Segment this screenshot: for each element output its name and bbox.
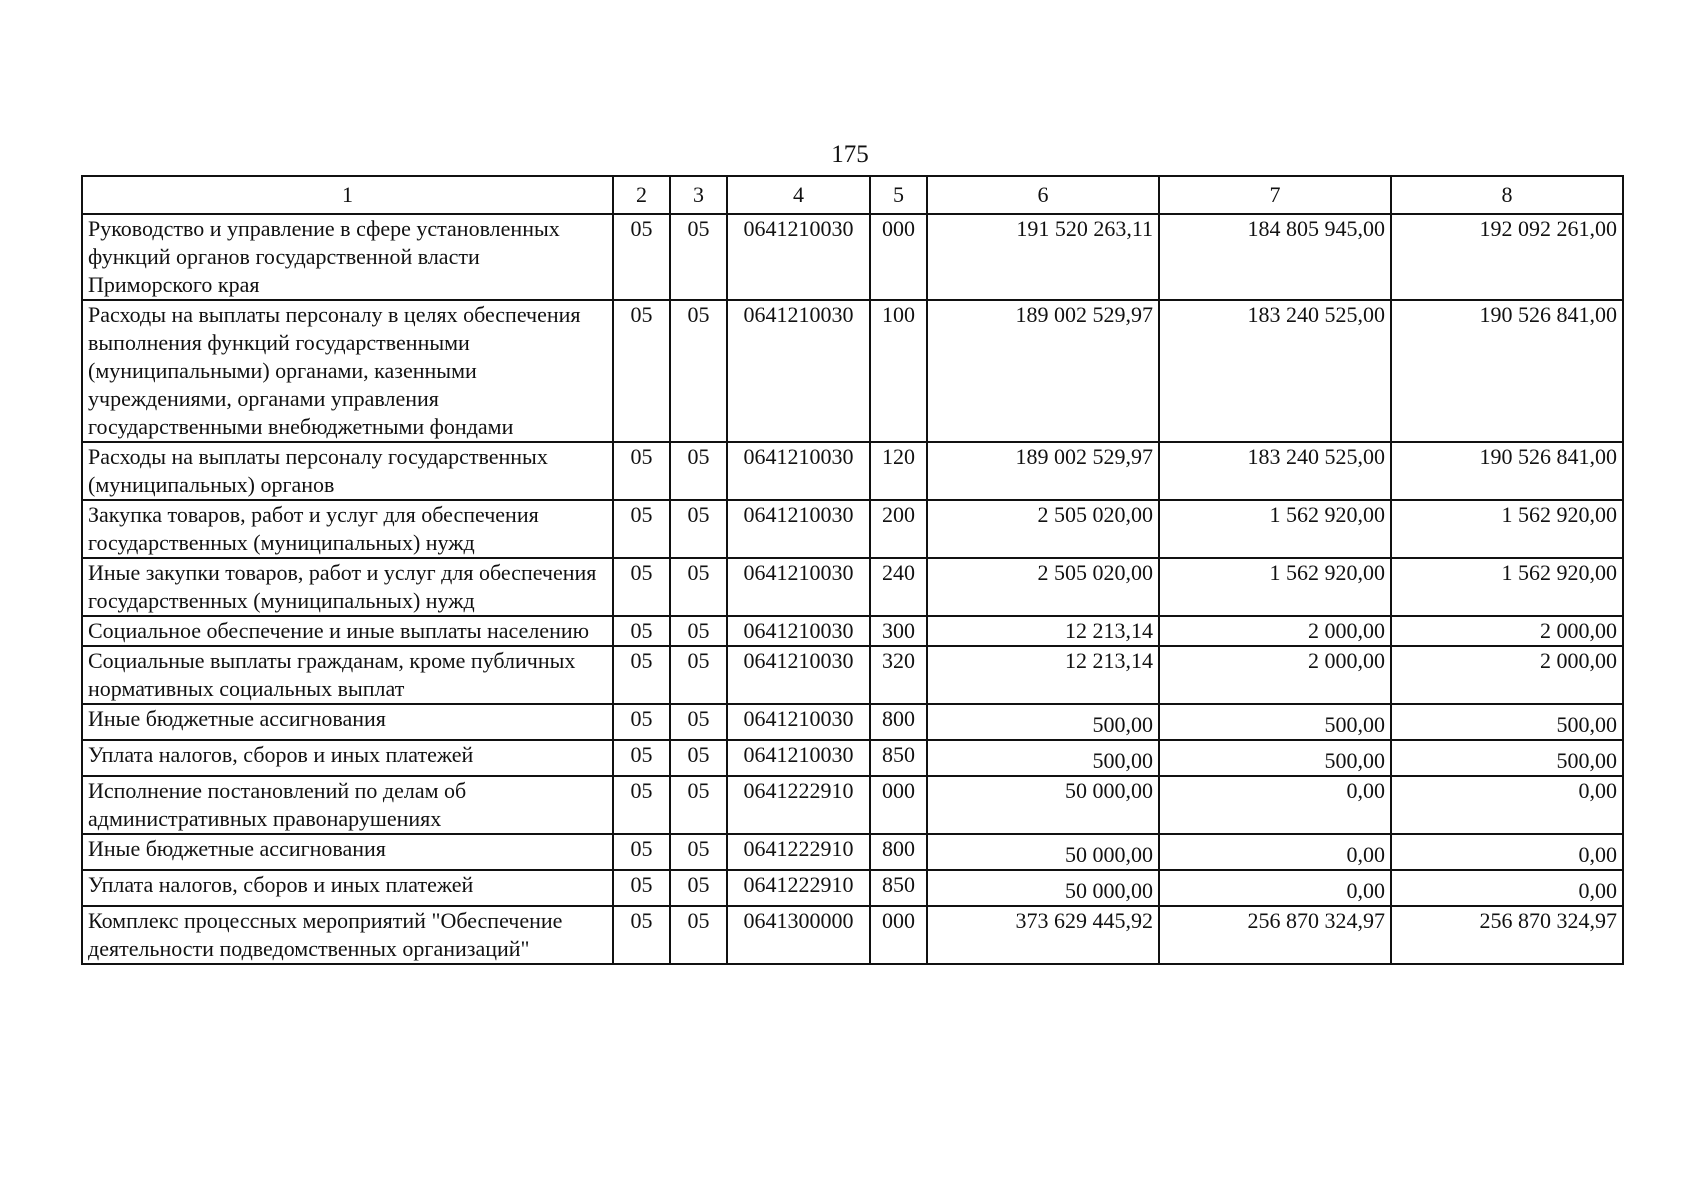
row-amount-col-7: 0,00 bbox=[1159, 776, 1391, 834]
row-amount-col-7: 183 240 525,00 bbox=[1159, 442, 1391, 500]
row-section-code: 05 bbox=[613, 776, 670, 834]
page-number: 175 bbox=[831, 141, 869, 168]
row-amount-col-7: 0,00 bbox=[1159, 834, 1391, 870]
header-col-8: 8 bbox=[1391, 176, 1623, 214]
header-col-3: 3 bbox=[670, 176, 727, 214]
row-amount-col-8: 0,00 bbox=[1391, 870, 1623, 906]
row-expense-type-code: 320 bbox=[870, 646, 927, 704]
row-target-article-code: 0641210030 bbox=[727, 214, 870, 300]
row-amount-col-7: 500,00 bbox=[1159, 704, 1391, 740]
row-name: Расходы на выплаты персоналу государственных (муниципальных) органов bbox=[82, 442, 613, 500]
row-amount-col-8: 2 000,00 bbox=[1391, 616, 1623, 646]
row-amount-col-7: 0,00 bbox=[1159, 870, 1391, 906]
row-name: Руководство и управление в сфере установленных функций органов государственной власти Приморского края bbox=[82, 214, 613, 300]
row-amount-col-8: 0,00 bbox=[1391, 834, 1623, 870]
table-row bbox=[82, 500, 1623, 558]
row-name: Иные закупки товаров, работ и услуг для обеспечения государственных (муниципальных) нужд bbox=[82, 558, 613, 616]
row-expense-type-code: 000 bbox=[870, 214, 927, 300]
row-amount-col-8: 1 562 920,00 bbox=[1391, 500, 1623, 558]
row-section-code: 05 bbox=[613, 740, 670, 776]
row-amount-col-6: 2 505 020,00 bbox=[927, 558, 1159, 616]
row-subsection-code: 05 bbox=[670, 870, 727, 906]
row-target-article-code: 0641210030 bbox=[727, 646, 870, 704]
table-row bbox=[82, 616, 1623, 646]
row-section-code: 05 bbox=[613, 704, 670, 740]
row-amount-col-7: 256 870 324,97 bbox=[1159, 906, 1391, 964]
row-amount-col-8: 0,00 bbox=[1391, 776, 1623, 834]
table-row bbox=[82, 740, 1623, 776]
row-subsection-code: 05 bbox=[670, 558, 727, 616]
row-amount-col-8: 500,00 bbox=[1391, 704, 1623, 740]
row-target-article-code: 0641210030 bbox=[727, 704, 870, 740]
row-subsection-code: 05 bbox=[670, 834, 727, 870]
row-name: Уплата налогов, сборов и иных платежей bbox=[82, 740, 613, 776]
row-amount-col-8: 500,00 bbox=[1391, 740, 1623, 776]
row-name: Комплекс процессных мероприятий "Обеспечение деятельности подведомственных организаций" bbox=[82, 906, 613, 964]
row-target-article-code: 0641210030 bbox=[727, 740, 870, 776]
header-col-6: 6 bbox=[927, 176, 1159, 214]
row-amount-col-6: 189 002 529,97 bbox=[927, 300, 1159, 442]
row-target-article-code: 0641210030 bbox=[727, 616, 870, 646]
table-row bbox=[82, 776, 1623, 834]
row-amount-col-6: 12 213,14 bbox=[927, 646, 1159, 704]
row-expense-type-code: 120 bbox=[870, 442, 927, 500]
row-amount-col-7: 1 562 920,00 bbox=[1159, 558, 1391, 616]
row-expense-type-code: 240 bbox=[870, 558, 927, 616]
header-col-4: 4 bbox=[727, 176, 870, 214]
header-row bbox=[82, 176, 1623, 214]
budget-table bbox=[81, 175, 1624, 965]
row-amount-col-8: 2 000,00 bbox=[1391, 646, 1623, 704]
row-amount-col-8: 190 526 841,00 bbox=[1391, 442, 1623, 500]
table-row bbox=[82, 834, 1623, 870]
row-amount-col-6: 50 000,00 bbox=[927, 870, 1159, 906]
row-subsection-code: 05 bbox=[670, 442, 727, 500]
row-expense-type-code: 850 bbox=[870, 870, 927, 906]
row-expense-type-code: 000 bbox=[870, 776, 927, 834]
row-expense-type-code: 300 bbox=[870, 616, 927, 646]
row-target-article-code: 0641222910 bbox=[727, 870, 870, 906]
row-section-code: 05 bbox=[613, 214, 670, 300]
row-target-article-code: 0641210030 bbox=[727, 558, 870, 616]
header-col-7: 7 bbox=[1159, 176, 1391, 214]
table-row bbox=[82, 704, 1623, 740]
row-expense-type-code: 850 bbox=[870, 740, 927, 776]
row-name: Иные бюджетные ассигнования bbox=[82, 704, 613, 740]
row-section-code: 05 bbox=[613, 870, 670, 906]
header-col-2: 2 bbox=[613, 176, 670, 214]
row-expense-type-code: 800 bbox=[870, 834, 927, 870]
row-amount-col-7: 1 562 920,00 bbox=[1159, 500, 1391, 558]
row-amount-col-6: 2 505 020,00 bbox=[927, 500, 1159, 558]
row-amount-col-6: 500,00 bbox=[927, 704, 1159, 740]
header-col-5: 5 bbox=[870, 176, 927, 214]
header-col-1: 1 bbox=[82, 176, 613, 214]
row-amount-col-6: 50 000,00 bbox=[927, 776, 1159, 834]
row-target-article-code: 0641222910 bbox=[727, 834, 870, 870]
row-expense-type-code: 100 bbox=[870, 300, 927, 442]
row-amount-col-8: 256 870 324,97 bbox=[1391, 906, 1623, 964]
row-section-code: 05 bbox=[613, 834, 670, 870]
table-row bbox=[82, 214, 1623, 300]
row-name: Иные бюджетные ассигнования bbox=[82, 834, 613, 870]
row-name: Расходы на выплаты персоналу в целях обеспечения выполнения функций государственными (муниципальными) органами, казенными учреждениями, органами управления государственными внебюджетными фондами bbox=[82, 300, 613, 442]
row-amount-col-6: 500,00 bbox=[927, 740, 1159, 776]
table-row bbox=[82, 300, 1623, 442]
row-amount-col-8: 192 092 261,00 bbox=[1391, 214, 1623, 300]
row-section-code: 05 bbox=[613, 300, 670, 442]
row-section-code: 05 bbox=[613, 646, 670, 704]
row-subsection-code: 05 bbox=[670, 740, 727, 776]
row-section-code: 05 bbox=[613, 500, 670, 558]
row-target-article-code: 0641222910 bbox=[727, 776, 870, 834]
table-row bbox=[82, 558, 1623, 616]
row-name: Социальное обеспечение и иные выплаты населению bbox=[82, 616, 613, 646]
row-subsection-code: 05 bbox=[670, 646, 727, 704]
row-expense-type-code: 200 bbox=[870, 500, 927, 558]
row-subsection-code: 05 bbox=[670, 906, 727, 964]
row-subsection-code: 05 bbox=[670, 300, 727, 442]
row-target-article-code: 0641210030 bbox=[727, 300, 870, 442]
row-name: Закупка товаров, работ и услуг для обеспечения государственных (муниципальных) нужд bbox=[82, 500, 613, 558]
table-row bbox=[82, 870, 1623, 906]
table-row bbox=[82, 906, 1623, 964]
row-amount-col-8: 190 526 841,00 bbox=[1391, 300, 1623, 442]
row-amount-col-7: 184 805 945,00 bbox=[1159, 214, 1391, 300]
row-expense-type-code: 800 bbox=[870, 704, 927, 740]
row-subsection-code: 05 bbox=[670, 776, 727, 834]
row-amount-col-6: 373 629 445,92 bbox=[927, 906, 1159, 964]
row-amount-col-6: 12 213,14 bbox=[927, 616, 1159, 646]
row-subsection-code: 05 bbox=[670, 500, 727, 558]
row-amount-col-7: 500,00 bbox=[1159, 740, 1391, 776]
row-section-code: 05 bbox=[613, 616, 670, 646]
row-name: Уплата налогов, сборов и иных платежей bbox=[82, 870, 613, 906]
row-target-article-code: 0641210030 bbox=[727, 442, 870, 500]
row-section-code: 05 bbox=[613, 906, 670, 964]
row-subsection-code: 05 bbox=[670, 214, 727, 300]
row-amount-col-6: 50 000,00 bbox=[927, 834, 1159, 870]
row-expense-type-code: 000 bbox=[870, 906, 927, 964]
row-section-code: 05 bbox=[613, 558, 670, 616]
table-row bbox=[82, 646, 1623, 704]
row-amount-col-6: 189 002 529,97 bbox=[927, 442, 1159, 500]
row-amount-col-6: 191 520 263,11 bbox=[927, 214, 1159, 300]
row-name: Социальные выплаты гражданам, кроме публичных нормативных социальных выплат bbox=[82, 646, 613, 704]
row-amount-col-7: 2 000,00 bbox=[1159, 616, 1391, 646]
row-amount-col-7: 2 000,00 bbox=[1159, 646, 1391, 704]
row-subsection-code: 05 bbox=[670, 616, 727, 646]
row-amount-col-8: 1 562 920,00 bbox=[1391, 558, 1623, 616]
row-section-code: 05 bbox=[613, 442, 670, 500]
row-subsection-code: 05 bbox=[670, 704, 727, 740]
row-target-article-code: 0641300000 bbox=[727, 906, 870, 964]
table-row bbox=[82, 442, 1623, 500]
row-target-article-code: 0641210030 bbox=[727, 500, 870, 558]
row-name: Исполнение постановлений по делам об административных правонарушениях bbox=[82, 776, 613, 834]
row-amount-col-7: 183 240 525,00 bbox=[1159, 300, 1391, 442]
